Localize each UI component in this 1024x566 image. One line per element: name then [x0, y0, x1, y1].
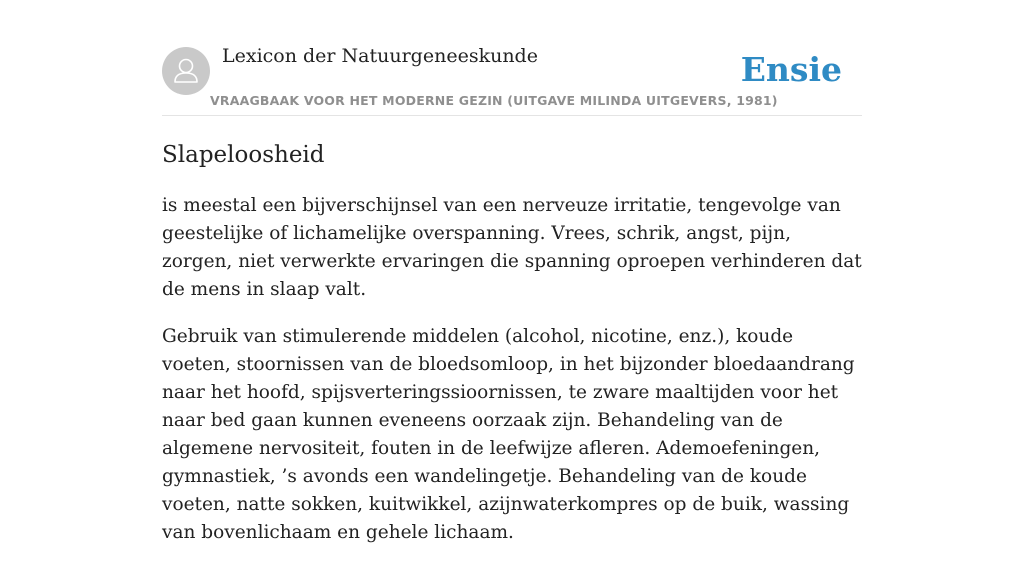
article-title: Slapeloosheid [162, 142, 325, 168]
article-paragraph: is meestal een bijverschijnsel van een nerveuze irritatie, tengevolge van geestelijke of lichamelijke overspanning. Vrees, schrik, angst, pijn, zorgen, niet verwerkte ervaringen die spanning oproepen verhinderen dat de mens in slaap valt. [162, 195, 862, 300]
article-paragraph: Gebruik van stimulerende middelen (alcohol, nicotine, enz.), koude voeten, stoornissen van de bloedsomloop, in het bijzonder bloedaandrang naar het hoofd, spijsverteringssioornissen, te zware maaltijden voor het naar bed gaan kunnen eveneens oorzaak zijn. Behandeling van de algemene nervositeit, fouten in de leefwijze afleren. Ademoefeningen, gymnastiek, ’s avonds een wandelingetje. Behandeling van de koude voeten, natte sokken, kuitwikkel, azijnwaterkompres op de buik, wassing van bovenlichaam en gehele lichaam. [162, 326, 855, 543]
header [162, 0, 862, 116]
brand-logo[interactable]: Ensie [740, 50, 842, 89]
user-silhouette-icon [162, 47, 210, 95]
author-link[interactable]: Lexicon der Natuurgeneeskunde [222, 45, 538, 67]
article [162, 138, 862, 566]
source-label: VRAAGBAAK VOOR HET MODERNE GEZIN (UITGAVE MILINDA UITGEVERS, 1981) [210, 93, 778, 108]
author-avatar[interactable] [162, 47, 210, 95]
